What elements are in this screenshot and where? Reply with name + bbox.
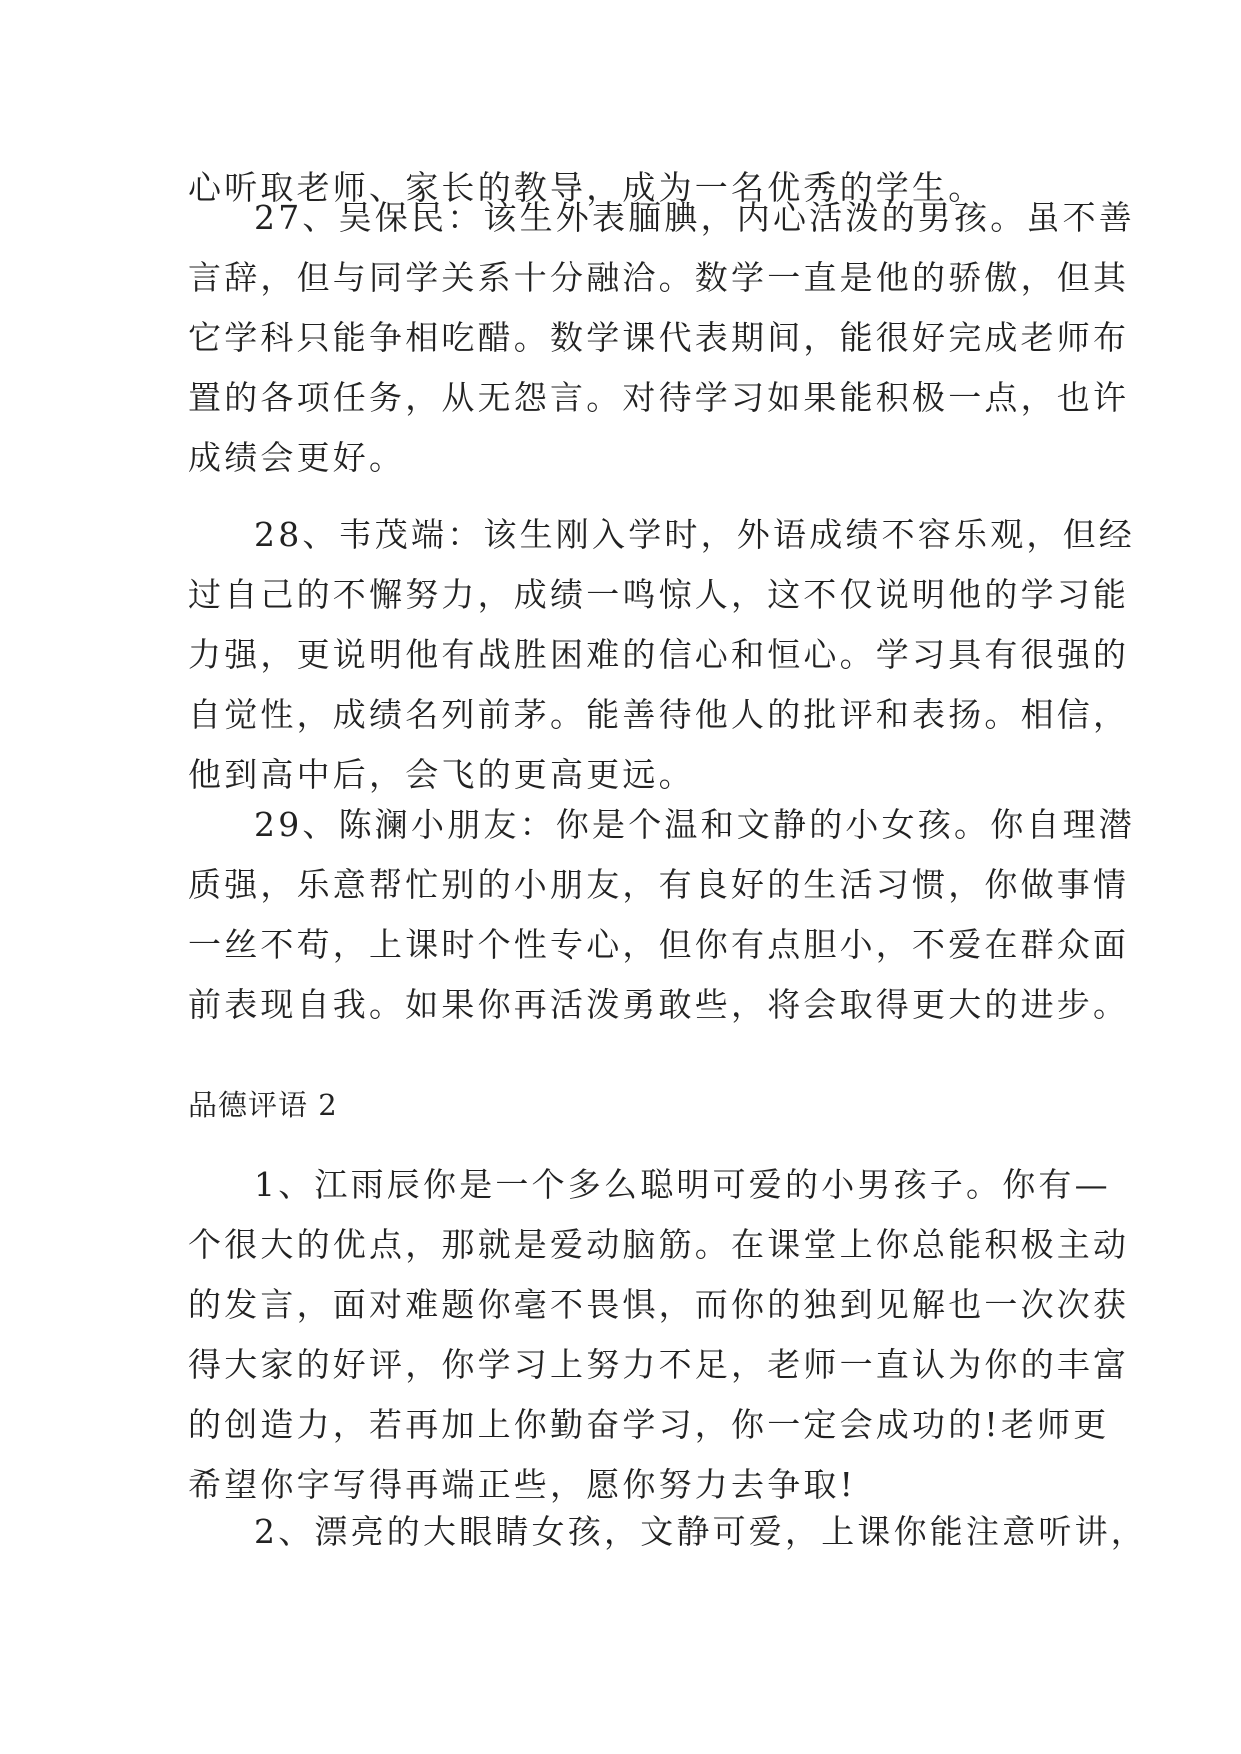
text-line: 置的各项任务，从无怨言。对待学习如果能积极一点，也许 <box>188 378 1130 417</box>
paragraph-item-2 <box>188 1502 1147 1562</box>
paragraph-item-28 <box>188 505 1135 805</box>
section-heading: 品德评语 2 <box>188 1088 338 1122</box>
text-line: 28、韦茂端：该生刚入学时，外语成绩不容乐观，但经 <box>254 515 1135 554</box>
text-line: 言辞，但与同学关系十分融洽。数学一直是他的骄傲，但其 <box>188 258 1130 297</box>
text-line: 成绩会更好。 <box>188 438 406 477</box>
text-line: 1、江雨辰你是一个多么聪明可爱的小男孩子。你有— <box>254 1165 1111 1204</box>
paragraph-item-29 <box>188 795 1135 1035</box>
text-line: 的创造力，若再加上你勤奋学习，你一定会成功的!老师更 <box>188 1405 1110 1444</box>
text-line: 个很大的优点，那就是爱动脑筋。在课堂上你总能积极主动 <box>188 1225 1130 1264</box>
text-line: 前表现自我。如果你再活泼勇敢些，将会取得更大的进步。 <box>188 985 1130 1024</box>
text-line: 得大家的好评，你学习上努力不足，老师一直认为你的丰富 <box>188 1345 1130 1384</box>
text-line: 希望你字写得再端正些，愿你努力去争取! <box>188 1465 857 1504</box>
text-line: 它学科只能争相吃醋。数学课代表期间，能很好完成老师布 <box>188 318 1130 357</box>
text-line: 他到高中后，会飞的更高更远。 <box>188 755 695 794</box>
text-line: 心听取老师、家长的教导，成为一名优秀的学生。 <box>188 168 985 207</box>
text-line: 27、吴保民：该生外表腼腆，内心活泼的男孩。虽不善 <box>254 198 1135 237</box>
text-line: 质强，乐意帮忙别的小朋友，有良好的生活习惯，你做事情 <box>188 865 1130 904</box>
text-line: 力强，更说明他有战胜困难的信心和恒心。学习具有很强的 <box>188 635 1130 674</box>
text-line: 29、陈澜小朋友：你是个温和文静的小女孩。你自理潜 <box>254 805 1135 844</box>
paragraph-item-1 <box>188 1155 1130 1515</box>
paragraph-item-27 <box>188 188 1135 488</box>
text-line: 2、漂亮的大眼睛女孩，文静可爱，上课你能注意听讲， <box>254 1512 1147 1551</box>
text-line: 过自己的不懈努力，成绩一鸣惊人，这不仅说明他的学习能 <box>188 575 1130 614</box>
text-line: 自觉性，成绩名列前茅。能善待他人的批评和表扬。相信， <box>188 695 1130 734</box>
text-line: 一丝不苟，上课时个性专心，但你有点胆小，不爱在群众面 <box>188 925 1130 964</box>
text-line: 的发言，面对难题你毫不畏惧，而你的独到见解也一次次获 <box>188 1285 1130 1324</box>
